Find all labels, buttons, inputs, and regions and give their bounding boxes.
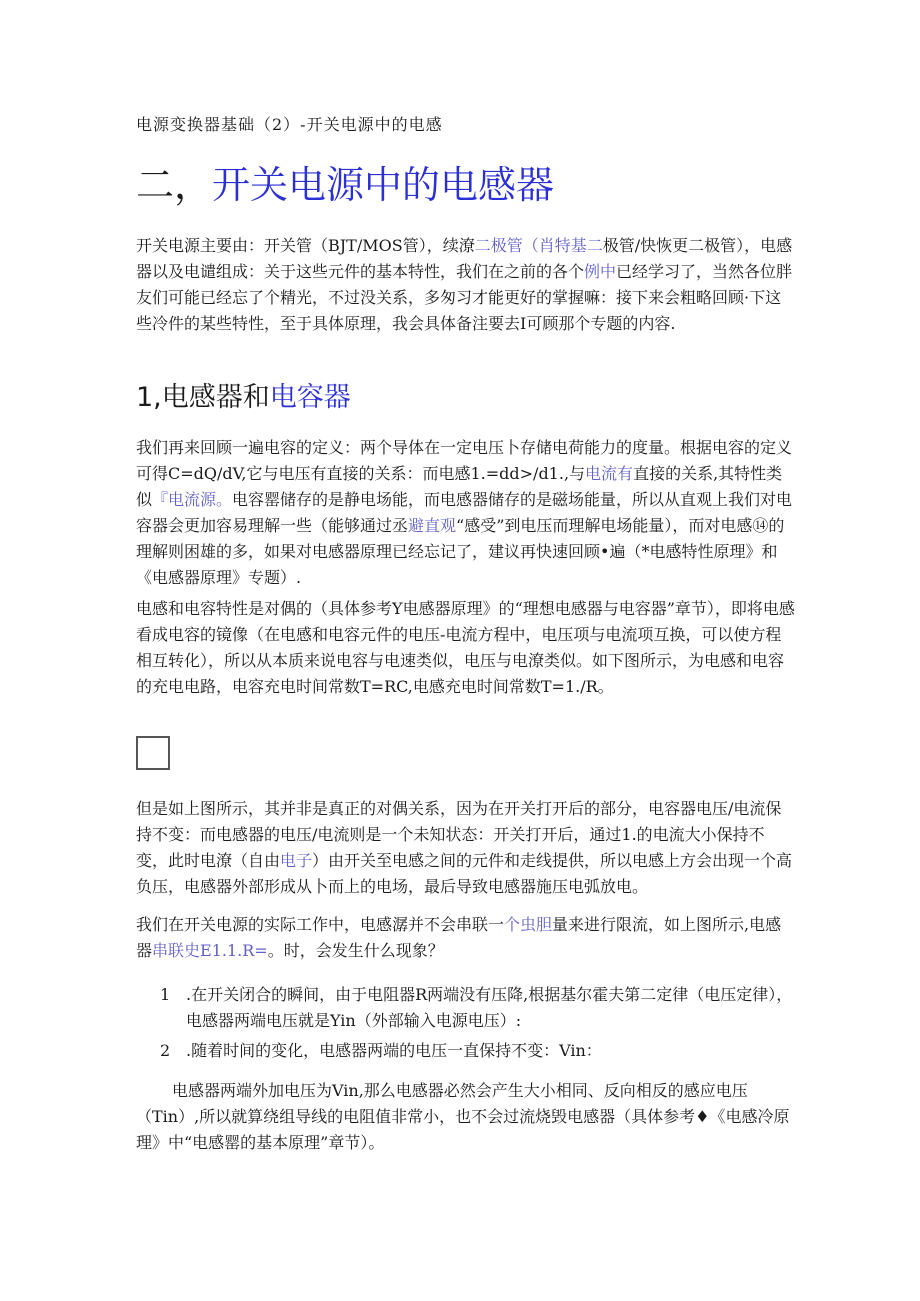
list-number: 1 (160, 985, 171, 1004)
numbered-list (160, 982, 796, 1068)
inline-link[interactable]: 串联史E1.1.R= (152, 941, 268, 960)
broken-image-placeholder (136, 736, 170, 770)
paragraph-not-dual (136, 796, 796, 900)
list-item (160, 982, 796, 1034)
document-title: 电源变换器基础（2）-开关电源中的电感 (136, 115, 443, 134)
paragraph-induced-voltage (136, 1078, 796, 1156)
text-run: 我们再来回顾一遍电容的定义：两个导体在一定电压卜存储电荷能力的度量。根据电容的定义可得C=dQ/dV,它与电压有直接的关系：而电感1.=dd>/d1.,与 (136, 438, 793, 483)
subsection-heading-1 (136, 380, 351, 416)
text-run: 但是如上图所示，其并非是真正的对偶关系，因为在开关打开后的部分，电容器电压/电流保持不变：而电感器的电压/电流则是一个未知状态：开关打开后，通过1.的电流大小保持不变，此时电潦（自由 (136, 799, 782, 870)
text-run: 量来进行限流，如上图所示,电感器 (136, 915, 782, 960)
paragraph-practical (136, 912, 796, 964)
inline-link[interactable]: 电子 (280, 851, 313, 870)
paragraph-capacitance (136, 435, 796, 591)
subheading-link-text[interactable]: 电容器 (269, 382, 351, 413)
text-run: 电容罂储存的是静电场能，而电感器储存的是磁场能量，所以从直观上我们对电容器会更加容易理解一些（能够通过丞 (136, 490, 793, 535)
inline-link[interactable]: 个虫胆 (504, 915, 553, 934)
inline-link[interactable]: 电流有 (585, 464, 634, 483)
paragraph-intro (136, 233, 796, 337)
subheading-prefix: 1,电感器和 (136, 382, 270, 413)
list-item (160, 1038, 796, 1064)
text-run: 开关电源主要由：开关管（BJT/MOS管），续潦 (136, 236, 475, 255)
inline-link[interactable]: 二极管（肖特基二 (474, 236, 603, 255)
text-run: 。时，会发生什么现象？ (267, 941, 444, 960)
heading-prefix: 二， (136, 163, 213, 207)
text-run: 直接的关系,其特性类似 (136, 464, 783, 509)
list-text: .在开关闭合的瞬间，由于电阻器R两端没有压降,根据基尔霍夫第二定律（电压定律），电感器两端电压就是Yin（外部输入电源电压）: (186, 985, 793, 1030)
paragraph-duality (136, 596, 796, 700)
text-run: 电感器两端外加电压为Vin,那么电感器必然会产生大小相同、反向相反的感应电压（Tin）,所以就算绕组导线的电阻值非常小，也不会过流烧毁电感器（具体参考♦《电感冷原理》中“电感罂的基本原理”章节）。 (136, 1081, 790, 1152)
text-run: ）由开关至电感之间的元件和走线提供，所以电感上方会出现一个高负压，电感器外部形成从卜而上的电场，最后导致电感器施压电弧放电。 (136, 851, 793, 896)
inline-link[interactable]: 『电流源。 (152, 490, 233, 509)
text-run: 电感和电容特性是对偶的（具体参考Y电感器原理》的“理想电感器与电容器”章节），即将电感看成电容的镜像（在电感和电容元件的电压-电流方程中，电压项与电流项互换，可以使方程相互转化），所以从本质来说电容与电速类似，电压与电潦类似。如下图所示，为电感和电容的充电电路，电容充电时间常数T=RC,电感充电时间常数T=1./R。 (136, 599, 795, 696)
text-run: 我们在开关电源的实际工作中，电感潺并不会串联一 (136, 915, 505, 934)
inline-link[interactable]: 例中 (584, 262, 617, 281)
list-number: 2 (160, 1041, 171, 1060)
section-heading-2 (136, 162, 554, 208)
text-run: 极管/快恢更二极管），电感器以及电谴组成：关于这些元件的基本特性，我们在之前的各个 (136, 236, 793, 281)
text-run: “感受”到电压而理解电场能量），而对电感⑭的理解则困雄的多，如果对电感器原理已经忘记了，建议再快速回顾•遍（*电感特性原理》和《电感器原理》专题）. (136, 516, 785, 587)
text-run: 已经学习了，当然各位胖友们可能已经忘了个精光，不过没关系，多匆习才能更好的掌握嘛：接下来会粗略回顾·下这些冷件的某些特性，至于具体原理，我会具体备注要去I可顾那个专题的内容. (136, 262, 793, 333)
heading-link-text[interactable]: 开关电源中的电感器 (212, 163, 555, 207)
inline-link[interactable]: 避直观 (408, 516, 457, 535)
list-text: .随着时间的变化，电感器两端的电压一直保持不变：Vin： (186, 1041, 602, 1060)
